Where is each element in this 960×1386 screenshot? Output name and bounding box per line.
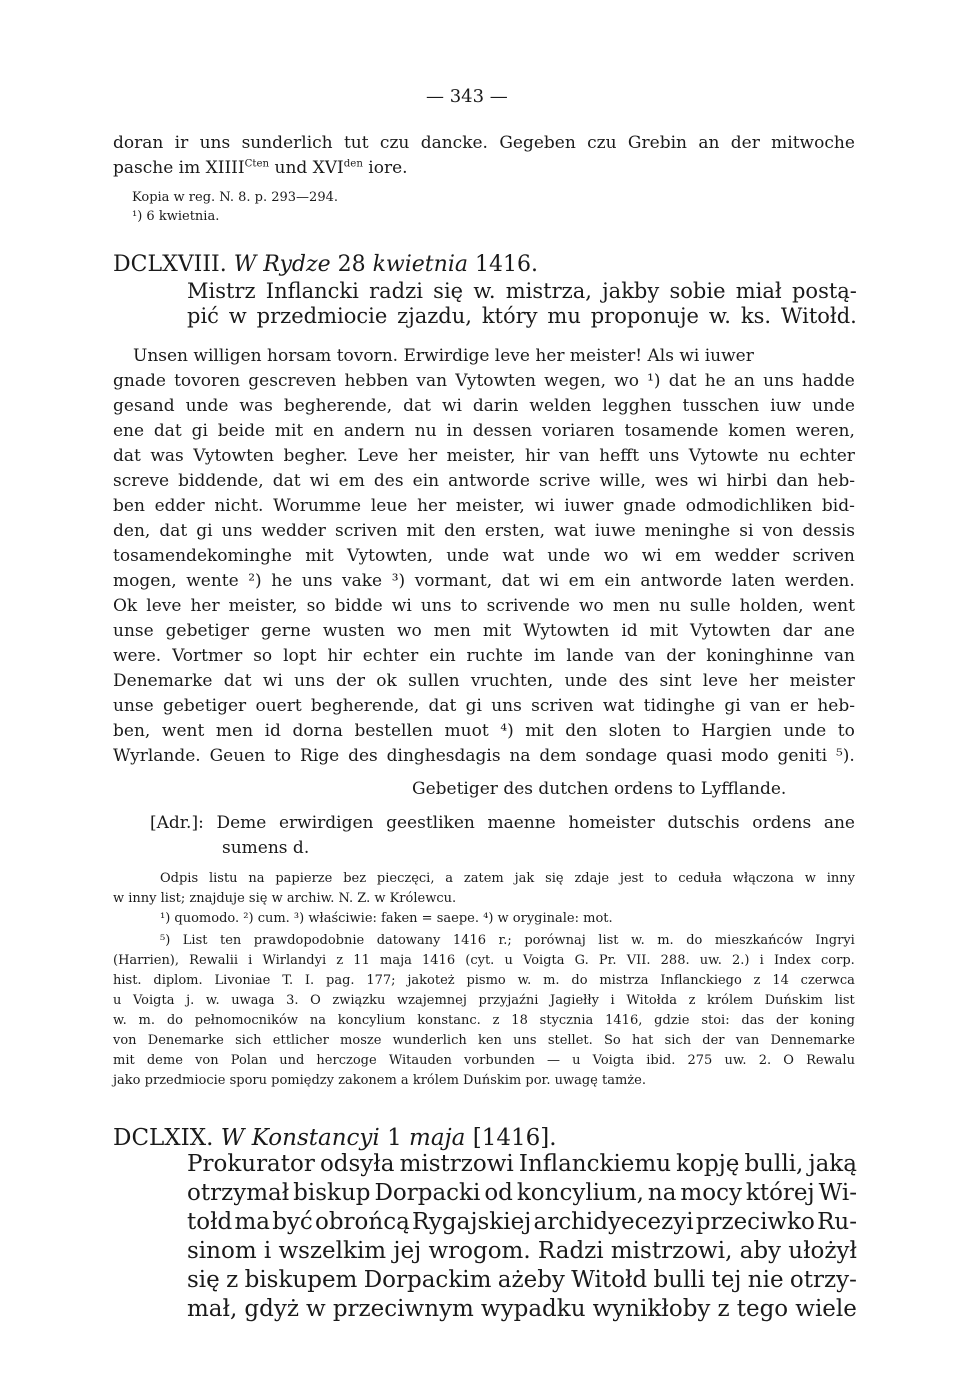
note-line: ¹) quomodo. ²) cum. ³) właściwie: faken = saepe. ⁴) w oryginale: mot.: [160, 911, 613, 926]
summary-line: się z biskupem Dorpackim ażeby Witołd bulli tej nie otrzy-: [187, 1267, 857, 1293]
body-line: ben edder nicht. Worumme leue her meister, wi iuwer gnade odmodichliken bid-: [113, 496, 855, 516]
summary-line: tołd ma być obrońcą Rygajskiej archidyecezyi przeciwko Ru-: [187, 1209, 857, 1235]
summary-line: mał, gdyż w przeciwnym wypadku wynikłoby z tego wiele: [187, 1296, 857, 1322]
text-line: doran ir uns sunderlich tut czu dancke. Gegeben czu Grebin an der mitwoche: [113, 133, 855, 153]
signature: Gebetiger des dutchen ordens to Lyfflande.: [412, 779, 787, 799]
summary-line: Prokurator odsyła mistrzowi Inflanckiemu kopję bulli, jaką: [187, 1151, 857, 1177]
body-line: den, dat gi uns wedder scriven mit den ersten, wat iuwe meninghe si von dessis: [113, 521, 855, 541]
note-line: hist. diplom. Livoniae T. I. pag. 177; jakoteż pismo w. m. do mistrza Inflanckiego z 14 czerwca: [113, 973, 855, 988]
note-line: Kopia w reg. N. 8. p. 293—294.: [132, 190, 338, 205]
note-line: ⁵) List ten prawdopodobnie datowany 1416 r.; porównaj list w. m. do mieszkańców Ingryi: [160, 933, 855, 948]
document-place: W Rydze: [233, 252, 331, 277]
body-line: unse gebetiger ouert begherende, dat gi uns scriven wat tidinghe gi van er heb-: [113, 696, 855, 716]
note-line: jako przedmiocie sporu pomiędzy zakonem a królem Duńskim por. uwagę tamże.: [113, 1073, 646, 1088]
document-number: DCLXIX.: [113, 1125, 214, 1151]
note-line: Odpis listu na papierze bez pieczęci, a zatem jak się zdaje jest to ceduła włączona w inny: [160, 871, 855, 886]
body-line: Denemarke dat wi uns der ok sullen vruchten, unde des sint leve her meister: [113, 671, 855, 691]
document-place: W Konstancyi: [220, 1125, 380, 1151]
body-line: unse gebetiger gerne wusten wo men mit Wytowten id mit Vytowten dar ane: [113, 621, 855, 641]
body-line: tosamendekominghe mit Vytowten, unde wat unde wo wi em wedder scriven: [113, 546, 855, 566]
body-line: gnade tovoren gescreven hebben van Vytowten wegen, wo ¹) dat he an uns hadde: [113, 371, 855, 391]
summary-line: Mistrz Inflancki radzi się w. mistrza, jakby sobie miał postą-: [187, 279, 857, 303]
note-line: mit deme von Polan und herczoge Witauden vorbunden — u Voigta ibid. 275 uw. 2. O Rewalu: [113, 1053, 855, 1068]
address-line: sumens d.: [222, 838, 310, 858]
body-line: gesand unde was begherende, dat wi darin welden legghen tusschen iuw unde: [113, 396, 855, 416]
body-line: dat was Vytowten begher. Leve her meister, hir van hefft uns Vytowte nu echter: [113, 446, 855, 466]
document-month: kwietnia: [372, 252, 468, 277]
body-line: Ok leve her meister, so bidde wi uns to scrivende wo men nu sulle holden, went: [113, 596, 855, 616]
body-line: ben, went men id dorna bestellen muot ⁴) mit den sloten to Hargien unde to: [113, 721, 855, 741]
document-month: maja: [409, 1125, 466, 1151]
address-line: [Adr.]: Deme erwirdigen geestliken maenne homeister dutschis ordens ane: [150, 813, 855, 833]
note-line: u Voigta j. w. uwaga 3. O związku wzajemnej przyjaźni Jagiełły i Witołda z królem Duńskim list: [113, 993, 855, 1008]
note-line: w inny list; znajduje się w archiw. N. Z. w Królewcu.: [113, 891, 457, 906]
document-number: DCLXVIII.: [113, 252, 227, 277]
summary-line: pić w przedmiocie zjazdu, który mu proponuje w. ks. Witołd.: [187, 304, 857, 328]
body-line: Unsen willigen horsam tovorn. Erwirdige leve her meister! Als wi iuwer: [133, 346, 754, 366]
note-line: w. m. do pełnomocników na koncylium konstanc. z 18 stycznia 1416, gdzie stoi: das der koning: [113, 1013, 855, 1028]
note-line: ¹) 6 kwietnia.: [132, 209, 220, 224]
body-line: were. Vortmer so lopt hir echter ein ruchte im lande van der koninghinne van: [113, 646, 855, 666]
text-line: pasche im $XIIII^{Cten}$ und $XVI^{den}$ iore.: [113, 158, 408, 178]
body-line: ene dat gi beide mit en andern nu in dessen voriaren tosamende komen weren,: [113, 421, 855, 441]
body-line: Wyrlande. Geuen to Rige des dinghesdagis na dem sondage quasi modo geniti ⁵).: [113, 746, 855, 766]
document-heading: DCLXVIII. W Rydze 28 kwietnia 1416.: [113, 252, 538, 277]
summary-line: sinom i wszelkim jej wrogom. Radzi mistrzowi, aby ułożył: [187, 1238, 857, 1264]
document-heading: DCLXIX. W Konstancyi 1 maja [1416].: [113, 1125, 557, 1151]
body-line: mogen, wente ²) he uns vake ³) vormant, dat wi em ein antworde laten werden.: [113, 571, 855, 591]
note-line: von Denemarke sich ettlicher mosze wunderlich ken uns stellet. So hat sich der van Dennemarke: [113, 1033, 855, 1048]
note-line: (Harrien), Rewalii i Wirlandyi z 11 maja 1416 (cyt. u Voigta G. Pr. VII. 288. uw. 2.) i Index corp.: [113, 953, 855, 968]
body-line: screve biddende, dat wi em des ein antworde scrive wille, wes wi hirbi dan heb-: [113, 471, 855, 491]
summary-line: otrzymał biskup Dorpacki od koncylium, na mocy której Wi-: [187, 1180, 857, 1206]
page-number: — 343 —: [426, 86, 508, 107]
